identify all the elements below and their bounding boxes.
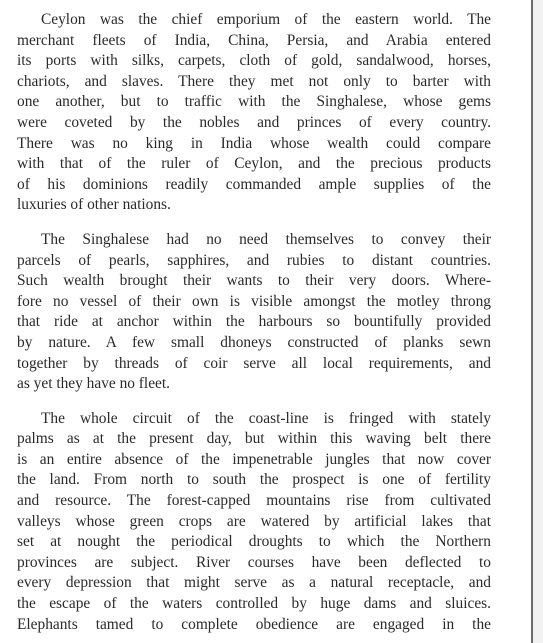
paragraph-2 xyxy=(17,230,491,395)
scrollbar-track[interactable] xyxy=(533,0,543,643)
text-line: The whole circuit of the coast-line is fringed with stately xyxy=(41,409,491,427)
text-line: valleys whose green crops are watered by artificial lakes that xyxy=(17,512,491,530)
text-line: fore no vessel of their own is visible amongst the motley throng xyxy=(17,292,491,310)
text-line: as yet they have no fleet. xyxy=(17,375,170,393)
text-line: The Singhalese had no need themselves to convey their xyxy=(41,230,491,248)
text-line: the land. From north to south the prospect is one of fertility xyxy=(17,471,491,489)
text-line: of his dominions readily commanded ample supplies of the xyxy=(17,175,491,193)
text-line: every depression that might serve as a natural receptacle, and xyxy=(17,574,491,592)
text-line: There was no king in India whose wealth could compare xyxy=(17,134,491,152)
text-line: Elephants tamed to complete obedience are engaged in the xyxy=(17,615,491,633)
body-text xyxy=(17,10,491,643)
text-line: Such wealth brought their wants to their very doors. Where- xyxy=(17,272,491,290)
text-line: and resource. The forest-capped mountains rise from cultivated xyxy=(17,492,491,510)
text-line: set at nought the periodical droughts to which the Northern xyxy=(17,533,491,551)
text-line: palms as at the present day, but within this waving belt there xyxy=(17,430,491,448)
text-line: chariots, and slaves. There they met not only to barter with xyxy=(17,72,491,90)
text-line: the escape of the waters controlled by huge dams and sluices. xyxy=(17,595,491,613)
text-line: together by threads of coir serve all local requirements, and xyxy=(17,354,491,372)
text-line: provinces are subject. River courses have been deflected to xyxy=(17,553,491,571)
text-line: is an entire absence of the impenetrable jungles that now cover xyxy=(17,450,491,468)
text-line: that ride at anchor within the harbours so bountifully provided xyxy=(17,313,491,331)
text-line: with that of the ruler of Ceylon, and the precious products xyxy=(17,155,491,173)
text-line: one another, but to traffic with the Singhalese, whose gems xyxy=(17,93,491,111)
text-line: luxuries of other nations. xyxy=(17,196,171,214)
text-line: merchant fleets of India, China, Persia, and Arabia entered xyxy=(17,31,491,49)
text-line: Ceylon was the chief emporium of the eastern world. The xyxy=(41,11,491,28)
paragraph-3 xyxy=(17,409,491,636)
text-line: by nature. A few small dhoneys constructed of planks sewn xyxy=(17,333,491,351)
paragraph-1 xyxy=(17,10,491,216)
text-line: parcels of pearls, sapphires, and rubies to distant countries. xyxy=(17,251,491,269)
text-line: its ports with silks, carpets, cloth of gold, sandalwood, horses, xyxy=(17,52,491,70)
text-line: were coveted by the nobles and princes of every country. xyxy=(17,113,491,131)
